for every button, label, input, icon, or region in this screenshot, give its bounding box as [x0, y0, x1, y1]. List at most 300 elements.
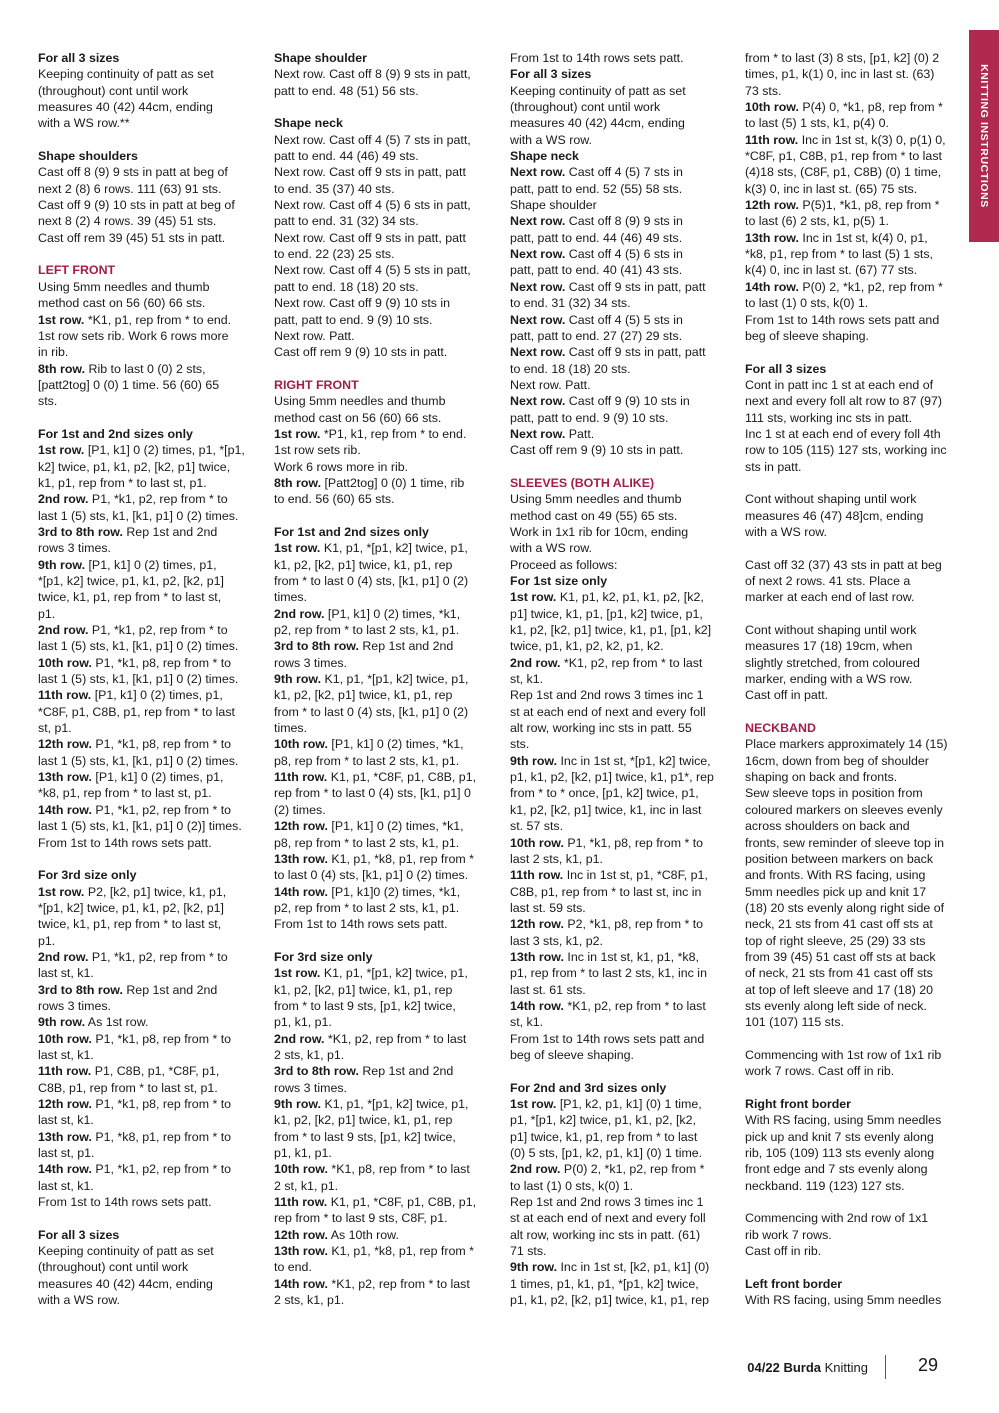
row-text: *K1, p2, rep from * to last [560, 655, 703, 670]
row-text: [P1, k1]0 (2) times, *k1, [327, 884, 461, 899]
instruction-line: p1, *[p1, k2] twice, p1, k1, p2, [k2, [510, 1113, 696, 1128]
row-text: K1, p1, *k8, p1, rep from * [327, 851, 474, 866]
instruction-line [510, 246, 732, 262]
instruction-line [38, 1096, 260, 1112]
instruction-line: (0) 5 sts, [p1, k2, p1, k1] (0) 1 time. [510, 1146, 703, 1161]
instruction-line: *C8F, p1, C8B, p1, rep from * to last [745, 149, 942, 164]
instruction-line [745, 230, 967, 246]
instruction-line [38, 802, 260, 818]
row-text: *K1, p1, rep from * to end. [84, 312, 232, 327]
instruction-line [510, 949, 732, 965]
row-label: 1st row. [274, 966, 321, 981]
instruction-line [510, 1161, 732, 1177]
instruction-line: From 1st to 14th rows sets patt. [510, 51, 684, 65]
instruction-line: rib, 105 (109) 113 sts evenly along [745, 1146, 935, 1161]
instruction-line: last st, k1. [38, 1178, 94, 1193]
instruction-line: from * to * once, [p1, k2] twice, p1, [510, 786, 699, 801]
row-label: 14th row. [745, 279, 799, 294]
row-label: 9th row. [274, 1097, 322, 1111]
instruction-line [274, 1031, 494, 1047]
subheading: For all 3 sizes [38, 1227, 120, 1242]
instruction-line: Cast off rem 9 (9) 10 sts in patt. [510, 443, 684, 458]
instruction-line [274, 965, 494, 981]
instruction-line: measures 46 (47) 48]cm, ending [745, 508, 924, 523]
instruction-line [510, 164, 732, 180]
row-label: 14th row. [274, 1276, 328, 1291]
instruction-line: Cast off in rib. [745, 1244, 822, 1259]
instruction-line: Next row. Cast off 8 (9) 9 sts in patt, [274, 67, 471, 82]
row-label: 9th row. [510, 753, 558, 768]
instruction-line: twice, k1, p1, rep from * to last st, [38, 917, 222, 932]
instruction-line: rows 3 times. [274, 1080, 347, 1095]
instruction-line [510, 426, 732, 442]
row-text: P1, *k1, p8, rep from * to [563, 835, 704, 850]
row-label: 14th row. [274, 884, 328, 899]
row-label: 13th row. [274, 851, 328, 866]
instruction-line: Using 5mm needles and thumb [274, 394, 446, 409]
instruction-line: to end. 18 (18) 20 sts. [510, 361, 631, 376]
row-label: Next row. [510, 165, 566, 180]
instruction-line: sts. [38, 394, 58, 409]
instruction-line: patt, patt to end. 40 (41) 43 sts. [510, 263, 683, 278]
instruction-line: patt, patt to end. 44 (46) 49 sts. [510, 230, 683, 245]
instruction-line: sts in patt. [745, 459, 802, 474]
row-label: 12th row. [510, 917, 564, 932]
row-label: 11th row. [38, 688, 92, 703]
instruction-line [510, 998, 732, 1014]
row-label: 10th row. [274, 737, 328, 752]
instruction-line: to end. 22 (23) 25 sts. [274, 247, 395, 262]
instruction-line [274, 1243, 494, 1259]
row-label: 11th row. [274, 770, 328, 785]
instruction-line [274, 1161, 494, 1177]
instruction-line [38, 736, 260, 752]
paragraph-gap [510, 1063, 732, 1079]
paragraph-gap [38, 851, 260, 867]
row-label: 12th row. [38, 1097, 92, 1111]
instruction-line: measures 40 (42) 44cm, ending [38, 1276, 213, 1291]
paragraph-gap [745, 704, 967, 720]
subheading: For 1st and 2nd sizes only [274, 524, 429, 539]
row-label: 1st row. [510, 590, 557, 605]
instruction-line: p1, k1, p1. [274, 1015, 332, 1030]
row-label: 13th row. [510, 949, 564, 964]
row-label: 2nd row. [274, 606, 325, 621]
row-text: P2, [k2, p1] twice, k1, p1, [84, 884, 227, 899]
row-label: 1st row. [38, 312, 85, 327]
subheading: Shape neck [274, 116, 343, 131]
row-label: 11th row. [510, 868, 564, 883]
instruction-line: k1, p2, [k2, p1] twice, k1, inc in last [510, 802, 702, 817]
issue-number: 04/22 [747, 1360, 780, 1375]
instruction-line: measures 40 (42) 44cm, ending [38, 100, 213, 115]
instruction-line: to last (1) 0 sts, k(0) 1. [510, 1178, 634, 1193]
instruction-line: rep from * to last 0 (4) sts, [k1, p1] 0 [274, 786, 471, 801]
instruction-line: with a WS row. [745, 524, 827, 539]
instruction-line [274, 1096, 494, 1112]
instruction-line: from * to last 0 (4) sts, [k1, p1] 0 (2) [274, 574, 469, 588]
instruction-line: alt row, working inc sts in patt. 55 [510, 721, 692, 736]
row-text: As 10th row. [327, 1227, 399, 1242]
instruction-line: Commencing with 2nd row of 1x1 [745, 1211, 929, 1226]
instruction-line: [patt2tog] 0 (0) 1 time. 56 (60) 65 [38, 377, 220, 392]
instruction-line: with a WS row. [510, 132, 592, 147]
instruction-line: (2) times. [274, 802, 326, 817]
row-text: P1, *k1, p2, rep from * to [91, 802, 232, 817]
instruction-line: p1. [38, 606, 56, 621]
instruction-line [274, 736, 494, 752]
row-text: [Patt2tog] 0 (0) 1 time, rib [321, 475, 465, 490]
brand-name: Burda [783, 1360, 821, 1375]
section-heading: NECKBAND [745, 721, 816, 736]
instruction-line: last 1 (5) sts, k1, [k1, p1] 0 (2)] times. [38, 819, 242, 834]
instruction-line: from 39 (45) 51 cast off sts at back [745, 949, 936, 964]
instruction-line: p1. [38, 933, 56, 948]
instruction-line: From 1st to 14th rows sets patt. [274, 917, 448, 932]
instruction-line [38, 1161, 260, 1177]
instruction-line: to last (5) 1 sts, k1, p(4) 0. [745, 116, 889, 131]
instruction-line: last st. 59 sts. [510, 900, 586, 915]
instruction-line: From 1st to 14th rows sets patt. [38, 1195, 212, 1210]
instruction-line: (throughout) cont until work [510, 100, 661, 115]
instruction-line [510, 655, 732, 671]
instruction-line: last st, k1. [38, 966, 94, 981]
instruction-line: Next row. Patt. [510, 377, 591, 392]
instruction-line: Cast off in patt. [745, 688, 829, 703]
row-text: [P1, k1] 0 (2) times, p1, [91, 688, 223, 703]
instruction-line: last 1 (5) sts, k1, [k1, p1] 0 (2) times. [38, 672, 239, 687]
instruction-line: k2] twice, p1, k1, p2, [k2, p1] twice, [38, 459, 231, 474]
instruction-line: 101 (107) 115 sts. [745, 1015, 844, 1030]
row-label: 12th row. [274, 1227, 328, 1242]
row-text: Inc in 1st st, [k2, p1, k1] (0) [557, 1260, 710, 1275]
instruction-line [510, 344, 732, 360]
row-text: P1, *k1, p2, rep from * to [91, 1162, 232, 1177]
row-label: 3rd to 8th row. [38, 524, 123, 539]
row-text: P1, *k1, p8, rep from * to [91, 1031, 232, 1046]
instruction-line [38, 361, 260, 377]
instruction-line [510, 312, 732, 328]
row-text: Inc in 1st st, k(3) 0, p(1) 0, [798, 132, 946, 147]
instruction-line [38, 622, 260, 638]
instruction-line: rib work 7 rows. [745, 1227, 832, 1242]
instruction-line: p2, rep from * to last 2 sts, k1, p1. [274, 623, 460, 638]
row-label: 13th row. [274, 1244, 328, 1259]
instruction-line: *k8, p1, rep from * to last st, p1. [38, 786, 212, 801]
instruction-line: across shoulders on back and [745, 819, 910, 834]
row-text: P1, *k1, p8, rep from * to [91, 1097, 232, 1111]
row-text: Cast off 8 (9) 9 sts in [565, 214, 683, 229]
instruction-line [510, 1259, 732, 1275]
row-text: Inc in 1st st, p1, *C8F, p1, [563, 868, 708, 883]
row-text: P(5)1, *k1, p8, rep from * [798, 198, 940, 213]
row-label: 10th row. [510, 835, 564, 850]
instruction-line: to last (1) 0 sts, k(0) 1. [745, 296, 869, 311]
instruction-line: from * to last 9 sts, [p1, k2] twice, [274, 1129, 456, 1144]
instruction-line [38, 769, 260, 785]
instruction-line: p2, rep from * to last 2 sts, k1, p1. [274, 900, 460, 915]
instruction-line [510, 213, 732, 229]
instruction-line [510, 279, 732, 295]
instruction-line [510, 1096, 732, 1112]
instruction-line: slightly stretched, from coloured [745, 655, 920, 670]
instruction-line: Next row. Cast off 4 (5) 6 sts in patt, [274, 198, 471, 213]
instruction-line [274, 1227, 494, 1243]
instruction-line: Keeping continuity of patt as set [38, 1244, 214, 1259]
instruction-line: method cast on 56 (60) 66 sts. [274, 410, 442, 425]
instruction-line: last st, k1. [38, 1113, 94, 1128]
paragraph-gap [38, 132, 260, 148]
row-text: Rep 1st and 2nd [122, 982, 218, 997]
instruction-line: patt, patt to end. 27 (27) 29 sts. [510, 328, 683, 343]
subheading: For 3rd size only [38, 868, 137, 883]
row-label: 2nd row. [38, 623, 89, 638]
instruction-line: From 1st to 14th rows sets patt and [745, 312, 940, 327]
row-label: 1st row. [38, 884, 85, 899]
row-text: P1, *k1, p2, rep from * to [88, 623, 228, 638]
page-footer [700, 1357, 940, 1379]
instruction-line: C8B, p1, rep from * to last st, p1. [38, 1080, 218, 1095]
instruction-line: measures 17 (18) 19cm, when [745, 639, 913, 654]
instruction-line [38, 687, 260, 703]
instruction-line: method cast on 49 (55) 65 sts. [510, 508, 678, 523]
instruction-line: 111 sts, working inc sts in patt. [745, 410, 912, 425]
subheading: For 2nd and 3rd sizes only [510, 1080, 667, 1095]
row-label: 11th row. [274, 1195, 328, 1210]
instruction-line: Work 6 rows more in rib. [274, 459, 409, 474]
instruction-line: row to 105 (115) 127 sts, working inc [745, 443, 947, 458]
row-label: 3rd to 8th row. [274, 1064, 359, 1079]
row-label: 3rd to 8th row. [38, 982, 123, 997]
row-text: *K1, p2, rep from * to last [563, 998, 706, 1013]
instruction-line: times, p1, k(1) 0, inc in last st. (63) [745, 67, 935, 82]
instruction-line: Commencing with 1st row of 1x1 rib [745, 1047, 942, 1062]
instruction-line [38, 1031, 260, 1047]
section-tab-label: KNITTING INSTRUCTIONS [978, 64, 991, 208]
instruction-line [745, 279, 967, 295]
instruction-line [274, 818, 494, 834]
instruction-line: 73 sts. [745, 83, 782, 98]
instruction-line [38, 1014, 260, 1030]
instruction-line: Cast off 8 (9) 9 sts in patt at beg of [38, 165, 228, 180]
instruction-line: patt to end. 44 (46) 49 sts. [274, 149, 419, 164]
row-text: *K1, p2, rep from * to last [327, 1276, 470, 1291]
row-label: 9th row. [510, 1260, 558, 1275]
instruction-line: method cast on 56 (60) 66 sts. [38, 296, 206, 311]
instruction-line: of neck, 21 sts from 41 cast off sts [745, 966, 933, 981]
instruction-line: st at each end of next and every foll [510, 704, 706, 719]
row-text: K1, p1, *[p1, k2] twice, p1, [320, 541, 468, 556]
row-text: Rep 1st and 2nd [122, 524, 218, 539]
row-label: 13th row. [745, 230, 799, 245]
column-3 [510, 50, 732, 1308]
instruction-line: times. [274, 590, 308, 605]
instruction-line [274, 1063, 494, 1079]
row-label: Next row. [510, 394, 566, 409]
row-label: 2nd row. [510, 1162, 561, 1177]
row-label: Next row. [510, 279, 566, 294]
section-heading: LEFT FRONT [38, 263, 116, 278]
instruction-line: next 2 (8) 6 rows. 111 (63) 91 sts. [38, 181, 222, 196]
instruction-line: k1, p2, [k2, p1] twice, k1, p1, rep [274, 1113, 453, 1128]
instruction-line: st, k1. [510, 1015, 544, 1030]
instruction-line: Next row. Cast off 4 (5) 5 sts in patt, [274, 263, 471, 278]
instruction-line: C8B, p1, rep from * to last st, inc in [510, 884, 702, 899]
row-text: K1, p1, *C8F, p1, C8B, p1, [327, 1195, 477, 1210]
row-label: 1st row. [274, 541, 321, 556]
instruction-line: k1, p2, [k2, p1] twice, k1, p1, rep [274, 688, 453, 703]
instruction-line: k1, p1, rep from * to last st, p1. [38, 475, 207, 490]
paragraph-gap [745, 475, 967, 491]
section-heading: SLEEVES (BOTH ALIKE) [510, 475, 655, 490]
instruction-line: Place markers approximately 14 (15) [745, 737, 948, 752]
instruction-line: Inc 1 st at each end of every foll 4th [745, 426, 941, 441]
row-text: P1, *k1, p2, rep from * to [88, 949, 228, 964]
row-text: *K1, p8, rep from * to last [327, 1162, 470, 1177]
row-label: 8th row. [38, 361, 86, 376]
instruction-line: st at each end of next and every foll [510, 1211, 706, 1226]
row-label: 14th row. [38, 1162, 92, 1177]
paragraph-gap [274, 99, 494, 115]
row-label: 2nd row. [38, 949, 89, 964]
instruction-line: from * to last 0 (4) sts, [k1, p1] 0 (2) [274, 704, 469, 719]
instruction-line [274, 606, 494, 622]
row-text: Inc in 1st st, k1, p1, *k8, [563, 949, 699, 964]
instruction-line [38, 312, 260, 328]
instruction-line: last 1 (5) sts, k1, [k1, p1] 0 (2) times. [38, 508, 239, 523]
instruction-line: times. [274, 721, 308, 736]
instruction-line [510, 393, 732, 409]
subheading: Right front border [745, 1097, 851, 1111]
row-text: K1, p1, *[p1, k2] twice, p1, [321, 1097, 469, 1111]
instruction-line: *k8, p1, rep from * to last (5) 1 sts, [745, 247, 933, 262]
instruction-line: (18) 20 sts evenly along right side of [745, 900, 945, 915]
instruction-line [38, 884, 260, 900]
instruction-line: st. 57 sts. [510, 819, 564, 834]
subheading: For 3rd size only [274, 949, 373, 964]
instruction-line: Next row. Cast off 9 sts in patt, patt [274, 230, 466, 245]
row-text: Rep 1st and 2nd [358, 639, 454, 654]
instruction-line: Shape shoulder [510, 198, 597, 213]
instruction-line: 2 sts, k1, p1. [274, 1293, 345, 1308]
row-text: P(0) 2, *k1, p2, rep from * [560, 1162, 705, 1177]
row-label: 14th row. [38, 802, 92, 817]
row-text: [P1, k1] 0 (2) times, p1, [91, 770, 224, 785]
row-text: Inc in 1st st, *[p1, k2] twice, [557, 753, 711, 768]
row-label: Next row. [510, 345, 566, 360]
instruction-line: next and every foll alt row to 87 (97) [745, 394, 942, 409]
instruction-line: last 2 sts, k1, p1. [510, 851, 603, 866]
instruction-line: (4)18 sts, (C8F, p1, C8B) (0) 1 time, [745, 165, 942, 180]
instruction-line: k1, p2, [k2, p1] twice, k1, p1, rep [274, 982, 453, 997]
subheading: Shape neck [510, 149, 579, 164]
instruction-line: patt, patt to end. 9 (9) 10 sts. [274, 312, 433, 327]
row-label: Next row. [510, 312, 566, 327]
instruction-line [38, 557, 260, 573]
row-label: Next row. [510, 247, 566, 262]
column-4 [745, 50, 967, 1308]
instruction-line: Sew sleeve tops in position from [745, 786, 923, 801]
instruction-line: with a WS row. [510, 541, 592, 556]
instruction-line [38, 524, 260, 540]
instruction-line: marker, ending with a WS row. [745, 672, 913, 687]
instruction-line: to last (6) 2 sts, k1, p(5) 1. [745, 214, 889, 229]
instruction-line: beg of sleeve shaping. [510, 1047, 634, 1062]
instruction-line: 2 sts, k1, p1. [274, 1047, 345, 1062]
row-text: Rep 1st and 2nd [358, 1064, 454, 1079]
instruction-line: patt, patt to end. 52 (55) 58 sts. [510, 181, 683, 196]
instruction-line [510, 589, 732, 605]
subheading: For all 3 sizes [745, 361, 827, 376]
instruction-line [38, 982, 260, 998]
instruction-line: p8, rep from * to last 2 sts, k1, p1. [274, 835, 460, 850]
instruction-line: 2 st, k1, p1. [274, 1178, 339, 1193]
paragraph-gap [38, 410, 260, 426]
row-text: K1, p1, *k8, p1, rep from * [327, 1244, 474, 1259]
instruction-line: 16cm, down from beg of shoulder [745, 753, 929, 768]
paragraph-gap [274, 361, 494, 377]
row-label: 1st row. [510, 1097, 557, 1111]
instruction-line: front edge and 7 sts evenly along [745, 1162, 928, 1177]
instruction-line: With RS facing, using 5mm needles [745, 1113, 942, 1128]
row-label: 10th row. [274, 1162, 328, 1177]
row-text: K1, p1, *[p1, k2] twice, p1, [320, 966, 468, 981]
column-1 [38, 50, 260, 1308]
instruction-line [745, 99, 967, 115]
subheading: Shape shoulder [274, 51, 367, 65]
subheading: Left front border [745, 1276, 843, 1291]
instruction-line: fronts, sew reminder of sleeve top in [745, 835, 945, 850]
row-label: 11th row. [745, 132, 799, 147]
instruction-line: (throughout) cont until work [38, 1260, 189, 1275]
row-text: K1, p1, k2, p1, k1, p2, [k2, [556, 590, 704, 605]
instruction-line: with a WS row.** [38, 116, 130, 131]
subheading: Shape shoulders [38, 149, 138, 164]
subheading: For 1st size only [510, 574, 608, 588]
instruction-line: st, p1. [38, 721, 72, 736]
instruction-line: measures 40 (42) 44cm, ending [510, 116, 685, 131]
row-text: K1, p1, *C8F, p1, C8B, p1, [327, 770, 477, 785]
instruction-line: Using 5mm needles and thumb [38, 279, 210, 294]
row-label: 9th row. [38, 1015, 86, 1030]
row-label: 14th row. [510, 998, 564, 1013]
instruction-line: patt to end. 18 (18) 20 sts. [274, 279, 419, 294]
row-text: [P1, k1] 0 (2) times, *k1, [327, 737, 464, 752]
instruction-line: Next row. Cast off 9 sts in patt, patt [274, 165, 466, 180]
subheading: For all 3 sizes [510, 67, 592, 82]
instruction-line: p1] twice, k1, p1, [p1, k2] twice, p1, [510, 606, 703, 621]
instruction-line: p8, rep from * to last 2 sts, k1, p1. [274, 753, 460, 768]
paragraph-gap [745, 1080, 967, 1096]
row-text: P(4) 0, *k1, p8, rep from * [798, 100, 943, 115]
row-text: Cast off 4 (5) 6 sts in [565, 247, 683, 262]
instruction-line: position between markers on back [745, 851, 934, 866]
row-text: Cast off 9 sts in patt, patt [565, 345, 706, 360]
instruction-line: p1] twice, k1, p1, rep from * to last [510, 1129, 698, 1144]
page-number: 29 [917, 1355, 938, 1375]
instruction-line: beg of sleeve shaping. [745, 328, 869, 343]
instruction-line: marker at each end of last row. [745, 590, 915, 605]
instruction-line: (throughout) cont until work [38, 83, 189, 98]
instruction-line: neck, 21 sts from 41 cast off sts at [745, 917, 933, 932]
instruction-line: Cast off rem 9 (9) 10 sts in patt. [274, 345, 448, 360]
instruction-line: last st, p1. [38, 1146, 95, 1161]
row-text: Cast off 4 (5) 5 sts in [565, 312, 683, 327]
paragraph-gap [745, 540, 967, 556]
instruction-line: Cont in patt inc 1 st at each end of [745, 377, 934, 392]
instruction-line [274, 884, 494, 900]
instruction-line: of next 2 rows. 41 sts. Place a [745, 574, 911, 588]
